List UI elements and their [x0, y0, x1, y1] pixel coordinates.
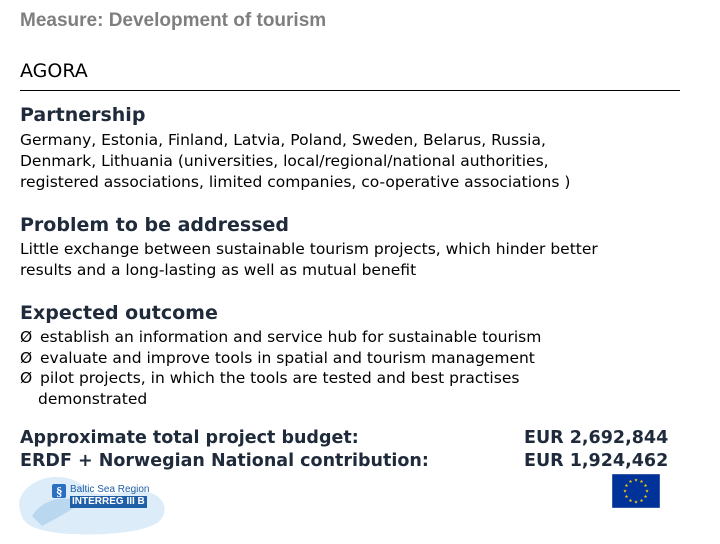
partnership-line: Denmark, Lithuania (universities, local/regional/national authorities,	[20, 152, 549, 170]
budget-erdf-row	[20, 451, 700, 470]
eu-flag-icon	[612, 474, 660, 508]
bullet-text: pilot projects, in which the tools are tested and best practises	[40, 369, 520, 387]
eu-flag-graphic	[612, 474, 660, 508]
partnership-line: Germany, Estonia, Finland, Latvia, Poland, Sweden, Belarus, Russia,	[20, 131, 546, 149]
bullet-continuation: demonstrated	[38, 389, 148, 408]
logo-line1: Baltic Sea Region	[70, 484, 150, 495]
arrow-bullet-icon: Ø	[20, 369, 33, 387]
list-item	[20, 348, 710, 369]
bullet-text: evaluate and improve tools in spatial and tourism management	[40, 348, 535, 367]
problem-text	[20, 239, 710, 281]
arrow-bullet-icon: Ø	[20, 348, 33, 367]
logo-line2: INTERREG III B	[72, 496, 145, 507]
problem-heading: Problem to be addressed	[20, 214, 289, 236]
bullet-text: establish an information and service hub for sustainable tourism	[40, 328, 542, 346]
partnership-line: registered associations, limited companies, co-operative associations )	[20, 173, 571, 191]
budget-erdf-value: EUR 1,924,462	[524, 451, 669, 470]
problem-line: Little exchange between sustainable tourism projects, which hinder better	[20, 240, 598, 258]
page-title: Measure: Development of tourism	[20, 10, 327, 31]
interreg-logo	[12, 470, 182, 540]
project-name: AGORA	[20, 60, 88, 82]
budget-total-value: EUR 2,692,844	[524, 428, 669, 448]
list-item	[20, 327, 710, 348]
divider	[20, 90, 680, 91]
budget-total-row	[20, 428, 700, 448]
partnership-heading: Partnership	[20, 104, 146, 126]
problem-line: results and a long-lasting as well as mutual benefit	[20, 261, 417, 279]
list-item	[20, 368, 710, 409]
svg-text:§: §	[56, 484, 63, 499]
budget-total-label: Approximate total project budget:	[20, 428, 359, 448]
outcome-heading: Expected outcome	[20, 302, 218, 324]
partnership-text	[20, 130, 710, 193]
outcome-bullets	[20, 327, 710, 409]
budget-erdf-label: ERDF + Norwegian National contribution:	[20, 451, 429, 470]
arrow-bullet-icon: Ø	[20, 328, 33, 346]
